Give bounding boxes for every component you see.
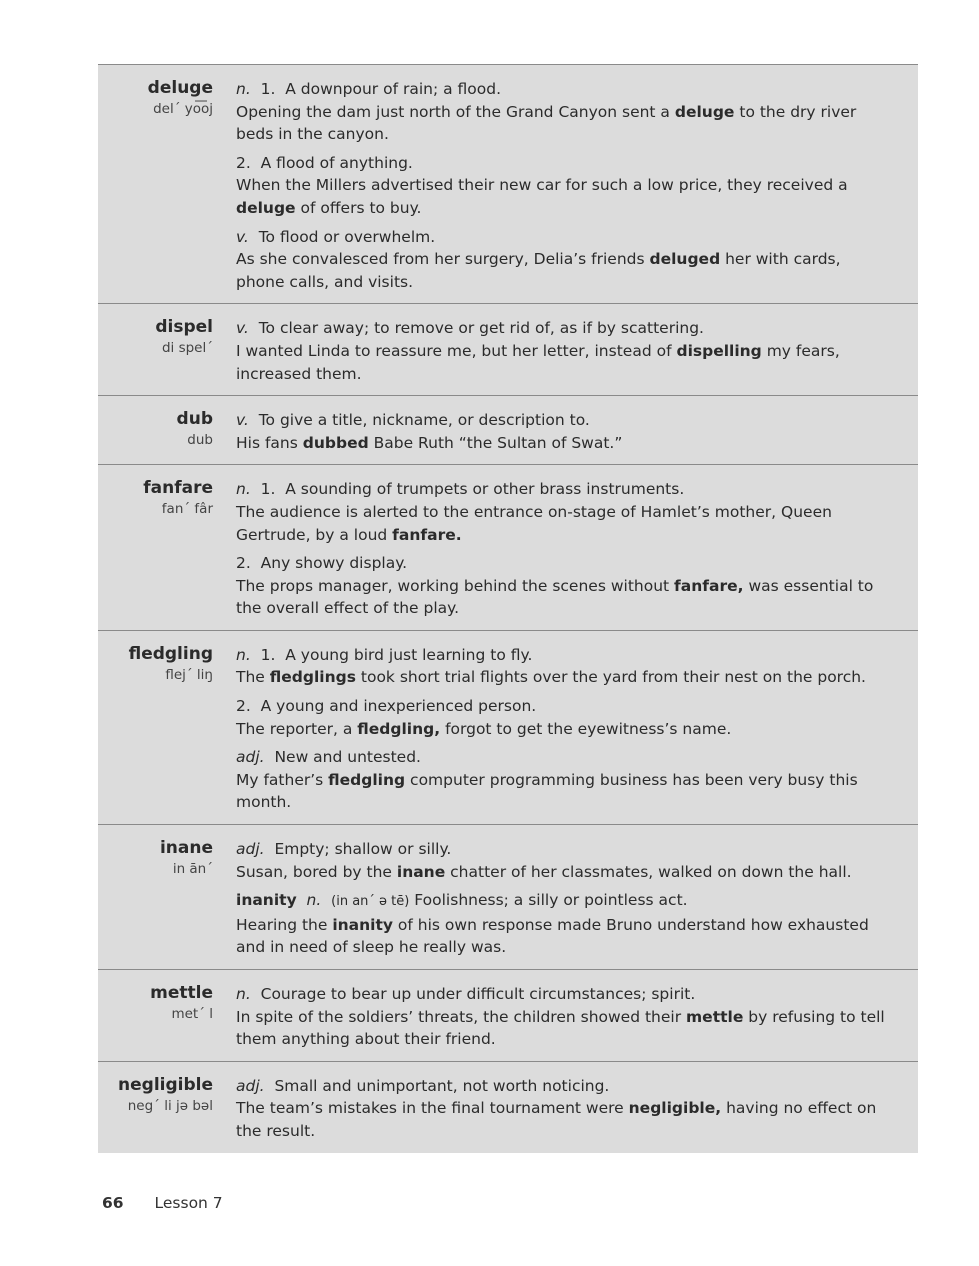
sense (236, 746, 892, 814)
definition-line (236, 644, 892, 667)
example-text: forgot to get the eyewitness’s name. (440, 719, 732, 738)
sense (236, 983, 892, 1051)
lesson-label: Lesson 7 (154, 1194, 223, 1212)
definition-line (236, 317, 892, 340)
example-text: her with cards, phone calls, and visits. (236, 250, 841, 291)
headword: inane (159, 838, 213, 859)
example-sentence (236, 769, 892, 814)
example-text: The reporter, a (236, 719, 358, 738)
definition: A downpour of rain; a flood. (285, 80, 502, 98)
pronunciation: fan´ fâr (161, 501, 213, 518)
definition-line (236, 78, 892, 101)
pronunciation: in ān´ (172, 861, 213, 878)
example-text: having no effect on the result. (236, 1099, 877, 1140)
entry-head (98, 1075, 236, 1143)
page-footer (102, 1194, 223, 1212)
definition-line (236, 226, 892, 249)
sense (236, 695, 892, 740)
example-sentence (236, 718, 892, 741)
example-sentence (236, 101, 892, 146)
pronunciation: met´ l (171, 1006, 213, 1022)
example-sentence (236, 248, 892, 293)
sense (236, 838, 892, 883)
sense-number: 1. (260, 480, 276, 499)
vocab-entry (98, 970, 918, 1062)
part-of-speech: n. (236, 645, 251, 664)
example-text: The props manager, working behind the scenes without (236, 576, 675, 595)
part-of-speech: adj. (236, 748, 265, 767)
example-sentence (236, 1006, 892, 1051)
definition-line (236, 695, 892, 718)
vocab-entry (98, 465, 918, 631)
entry-body (236, 317, 918, 385)
definition: To give a title, nickname, or description to. (258, 411, 590, 430)
part-of-speech: adj. (236, 1076, 265, 1095)
definition: Empty; shallow or silly. (274, 840, 452, 859)
entry-body (236, 78, 918, 293)
sense-number: 2. (236, 697, 251, 716)
headword: deluge (147, 78, 213, 98)
sense (236, 552, 892, 620)
pronunciation: neg´ li jə bəl (127, 1097, 213, 1114)
pronunciation: di spel´ (161, 340, 213, 357)
entry-body (236, 1075, 918, 1143)
definition: A flood of anything. (260, 153, 413, 172)
definition-line (236, 478, 892, 501)
vocab-word-bold: deluge (674, 102, 735, 121)
vocab-word-bold: dispelling (676, 341, 762, 360)
part-of-speech: n. (236, 985, 251, 1003)
vocab-word-bold: inane (396, 862, 446, 881)
example-sentence (236, 501, 892, 546)
example-text: chatter of her classmates, walked on down the hall. (445, 862, 852, 881)
entry-body (236, 644, 918, 814)
example-text: His fans (236, 433, 303, 452)
vocabulary-table (98, 64, 918, 1153)
vocab-word-bold: dubbed (302, 433, 369, 452)
sense (236, 317, 892, 385)
example-text: Hearing the (236, 915, 333, 934)
vocab-word-bold: deluge (236, 198, 296, 217)
pronunciation: del´ yo͞oj (153, 101, 213, 117)
entry-head (98, 78, 236, 293)
definition: New and untested. (274, 748, 421, 767)
definition: Courage to bear up under difficult circumstances; spirit. (260, 985, 696, 1003)
part-of-speech: v. (236, 227, 249, 246)
definition-line (236, 152, 892, 175)
sense (236, 644, 892, 689)
example-text: my fears, increased them. (236, 341, 840, 383)
sense (236, 478, 892, 546)
definition-line (236, 409, 892, 432)
example-sentence (236, 174, 892, 219)
example-sentence (236, 914, 892, 959)
sense-number: 2. (236, 153, 251, 172)
definition: Foolishness; a silly or pointless act. (414, 891, 688, 910)
definition: A sounding of trumpets or other brass instruments. (285, 480, 685, 499)
entry-body (236, 983, 918, 1051)
example-text: of offers to buy. (295, 198, 422, 217)
sense (236, 152, 892, 220)
vocab-word-bold: fledgling (328, 770, 406, 789)
headword: fanfare (143, 478, 213, 499)
vocab-entry (98, 825, 918, 970)
example-text: As she convalesced from her surgery, Delia’s friends (236, 250, 650, 269)
headword: dub (176, 409, 213, 430)
part-of-speech: n. (236, 480, 251, 499)
derived-word: inanity (236, 891, 297, 910)
part-of-speech: n. (306, 891, 322, 910)
pronunciation: dub (187, 432, 213, 449)
part-of-speech: v. (236, 319, 249, 338)
vocab-entry (98, 396, 918, 465)
definition: Any showy display. (260, 554, 408, 573)
headword: fledgling (128, 643, 213, 664)
sense-number: 1. (260, 80, 276, 98)
entry-head (98, 409, 236, 454)
example-sentence (236, 575, 892, 620)
vocab-word-bold: deluged (649, 250, 721, 269)
example-text: I wanted Linda to reassure me, but her letter, instead of (236, 341, 677, 360)
entry-head (98, 644, 236, 814)
vocab-entry (98, 304, 918, 396)
example-sentence (236, 666, 892, 689)
definition-line (236, 1075, 892, 1098)
example-text: The (236, 668, 270, 687)
example-text: took short trial flights over the yard from their nest on the porch. (355, 668, 866, 687)
example-text: My father’s (236, 770, 329, 789)
sense (236, 1075, 892, 1143)
page-number: 66 (102, 1194, 124, 1212)
entry-head (98, 317, 236, 385)
definition-line (236, 746, 892, 769)
entry-body (236, 838, 918, 959)
part-of-speech: adj. (236, 840, 265, 859)
example-text: was essential to the overall effect of the play. (236, 576, 874, 618)
definition-line (236, 889, 892, 914)
entry-head (98, 838, 236, 959)
vocab-word-bold: fanfare. (392, 525, 462, 544)
definition-line (236, 552, 892, 575)
vocab-word-bold: fledgling, (357, 719, 441, 738)
example-text: In spite of the soldiers’ threats, the children showed their (236, 1007, 687, 1026)
definition: To clear away; to remove or get rid of, as if by scattering. (258, 319, 704, 338)
definition: A young and inexperienced person. (260, 697, 537, 716)
sense (236, 226, 892, 294)
example-sentence (236, 432, 892, 455)
vocab-word-bold: fanfare, (674, 576, 744, 595)
entry-head (98, 983, 236, 1051)
definition: A young bird just learning to fly. (285, 645, 533, 664)
vocab-entry (98, 1062, 918, 1153)
example-text: to the dry river beds in the canyon. (236, 102, 857, 144)
example-sentence (236, 1097, 892, 1142)
vocab-entry (98, 631, 918, 825)
headword: dispel (155, 317, 213, 338)
headword: negligible (118, 1074, 213, 1095)
part-of-speech: n. (236, 80, 251, 98)
vocab-word-bold: negligible, (628, 1099, 722, 1118)
sense (236, 78, 892, 146)
example-text: of his own response made Bruno understand how exhausted and in need of sleep he really was. (236, 915, 869, 957)
example-text: When the Millers advertised their new car for such a low price, they received a (236, 176, 848, 195)
pronunciation: flej´ liŋ (165, 666, 213, 683)
example-text: Opening the dam just north of the Grand Canyon sent a (236, 102, 675, 121)
entry-body (236, 409, 918, 454)
example-text: computer programming business has been very busy this month. (236, 770, 858, 812)
part-of-speech: v. (236, 411, 249, 430)
example-text: Susan, bored by the (236, 862, 397, 881)
example-text: Babe Ruth “the Sultan of Swat.” (368, 433, 623, 452)
vocab-word-bold: fledglings (269, 668, 356, 687)
entry-head (98, 478, 236, 620)
definition-line (236, 838, 892, 861)
example-sentence (236, 340, 892, 385)
derived-pronunciation: (in an´ ə tē) (331, 894, 410, 910)
sense (236, 889, 892, 959)
sense-number: 1. (260, 645, 276, 664)
definition: To flood or overwhelm. (258, 227, 436, 246)
entry-body (236, 478, 918, 620)
sense (236, 409, 892, 454)
definition: Small and unimportant, not worth noticing. (274, 1076, 610, 1095)
vocab-word-bold: inanity (332, 915, 393, 934)
example-text: The team’s mistakes in the final tournament were (236, 1099, 629, 1118)
vocab-entry (98, 65, 918, 304)
example-sentence (236, 861, 892, 884)
definition-line (236, 983, 892, 1006)
sense-number: 2. (236, 554, 251, 573)
headword: mettle (150, 983, 213, 1003)
vocab-word-bold: mettle (686, 1007, 744, 1026)
example-text: by refusing to tell them anything about their friend. (236, 1007, 885, 1049)
example-text: The audience is alerted to the entrance on-stage of Hamlet’s mother, Queen Gertrude, by a loud (236, 502, 832, 544)
